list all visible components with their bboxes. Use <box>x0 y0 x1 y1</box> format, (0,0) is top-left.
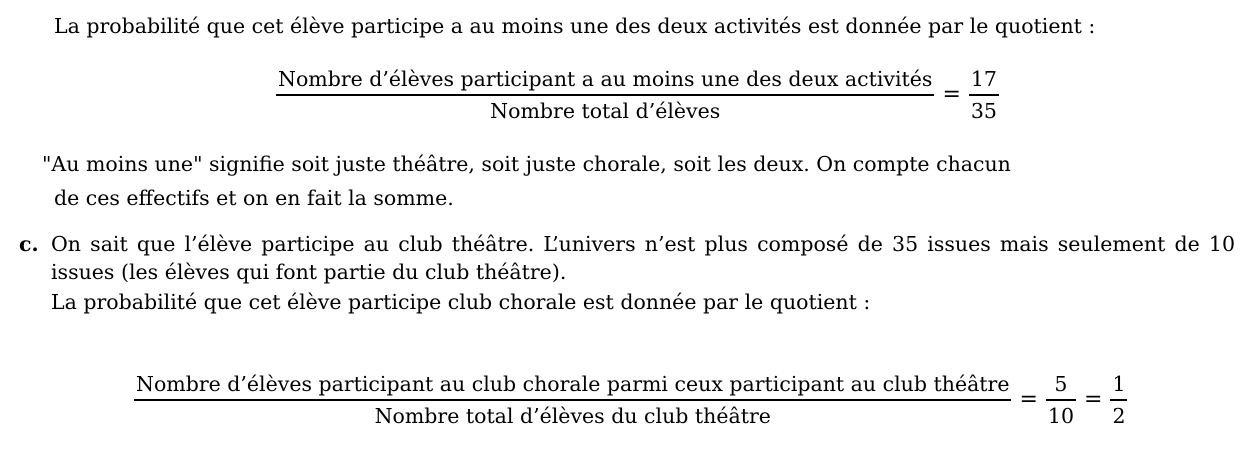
note-line-1: "Au moins une" signifie soit juste théâtre, soit juste chorale, soit les deux. On compte chacun <box>42 152 1011 176</box>
fraction-denominator: Nombre total d’élèves <box>490 98 721 123</box>
fraction-main <box>276 67 934 123</box>
section-c-line-1: On sait que l’élève participe au club théâtre. L’univers n’est plus composé de 35 issues mais seulement de 10 <box>51 232 1235 256</box>
note-line-2: de ces effectifs et on en fait la somme. <box>54 186 454 210</box>
equals-sign: = <box>1084 387 1103 413</box>
section-c-line-2: issues (les élèves qui font partie du club théâtre). <box>51 260 567 284</box>
fraction-numerator: Nombre d’élèves participant a au moins une des deux activités <box>278 67 933 91</box>
result-1-denominator: 10 <box>1047 403 1074 428</box>
intro-paragraph: La probabilité que cet élève participe a au moins une des deux activités est donnée par le quotient : <box>54 14 1096 38</box>
fraction-result <box>969 67 999 123</box>
fraction-numerator: Nombre d’élèves participant au club chorale parmi ceux participant au club théâtre <box>136 372 1010 396</box>
fraction-denominator: Nombre total d’élèves du club théâtre <box>374 403 771 428</box>
fraction-result-2 <box>1110 372 1127 428</box>
equals-sign: = <box>1019 387 1038 413</box>
fraction-result-1 <box>1046 372 1076 428</box>
equation-conditional-probability <box>134 372 1127 428</box>
result-2-denominator: 2 <box>1112 403 1126 428</box>
result-numerator: 17 <box>970 67 997 91</box>
result-1-numerator: 5 <box>1054 372 1068 396</box>
section-c-line-3: La probabilité que cet élève participe club chorale est donnée par le quotient : <box>51 290 871 314</box>
fraction-main <box>134 372 1011 428</box>
result-denominator: 35 <box>970 98 997 123</box>
equation-probability-at-least-one <box>276 67 999 123</box>
item-label-c: c. <box>19 232 39 256</box>
result-2-numerator: 1 <box>1112 372 1126 396</box>
equals-sign: = <box>942 82 961 108</box>
